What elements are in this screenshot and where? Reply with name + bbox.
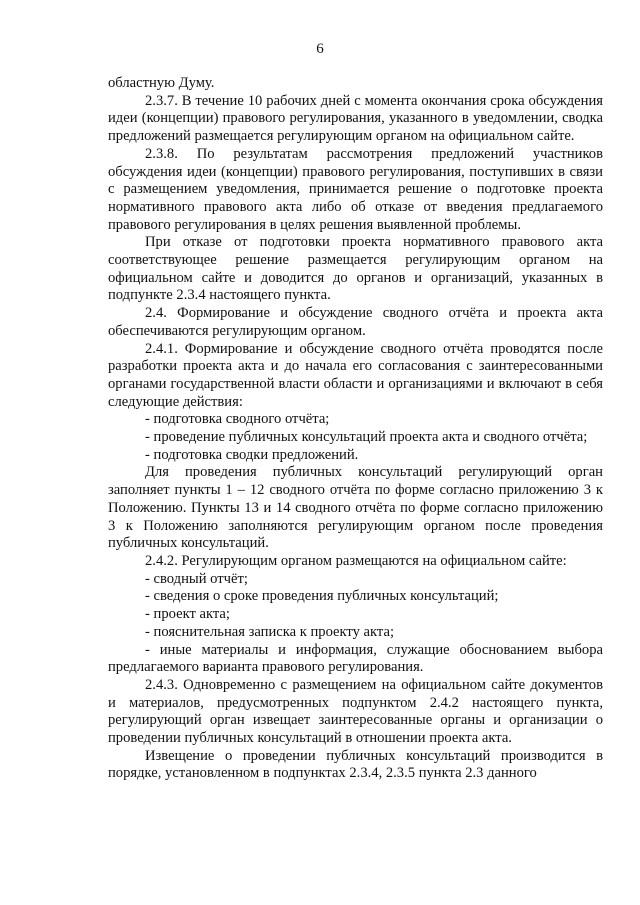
list-item: - подготовка сводного отчёта; (145, 411, 330, 428)
paragraph-2-3-8: 2.3.8. По результатам рассмотрения предложений участников обсуждения идеи (концепции) правового регулирования, поступивших в связи с размещением уведомления, принимается решение о подготовке проекта нормативного правового акта либо об отказе от введения предлагаемого правового регулирования в целях решения выявленной проблемы. (108, 145, 603, 233)
paragraph-consultations: Для проведения публичных консультаций регулирующий орган заполняет пункты 1 – 12 сводного отчёта по форме согласно приложению 3 к Положению. Пункты 13 и 14 сводного отчёта по форме согласно приложению 3 к Положению заполняются регулирующим органом после проведения публичных консультаций. (108, 464, 603, 552)
list-item: - сводный отчёт; (145, 570, 248, 587)
paragraph-2-4-1: 2.4.1. Формирование и обсуждение сводного отчёта проводятся после разработки проекта акта и до начала его согласования с заинтересованными органами государственной власти области и организациями и включают в себя следующие действия: (108, 340, 603, 410)
list-item: - проект акта; (145, 606, 230, 623)
paragraph-2-4: 2.4. Формирование и обсуждение сводного отчёта и проекта акта обеспечиваются регулирующим органом. (108, 305, 603, 339)
paragraph-2-3-7: 2.3.7. В течение 10 рабочих дней с момента окончания срока обсуждения идеи (концепции) правового регулирования, указанного в уведомлении, сводка предложений размещается регулирующим органом на официальном сайте. (108, 92, 603, 145)
list-item: - сведения о сроке проведения публичных консультаций; (145, 588, 499, 605)
list-item: - проведение публичных консультаций проекта акта и сводного отчёта; (145, 429, 588, 446)
document-body (108, 75, 603, 783)
paragraph-notice: Извещение о проведении публичных консультаций производится в порядке, установленном в подпунктах 2.3.4, 2.3.5 пункта 2.3 данного (108, 747, 603, 782)
page-number: 6 (316, 41, 324, 57)
list-item: - подготовка сводки предложений. (145, 446, 359, 463)
paragraph-2-4-2: 2.4.2. Регулирующим органом размещаются на официальном сайте: (145, 552, 567, 569)
paragraph-2-4-3: 2.4.3. Одновременно с размещением на официальном сайте документов и материалов, предусмотренных подпунктом 2.4.2 настоящего пункта, регулирующий орган извещает заинтересованные органы и организации о проведении публичных консультаций в отношении проекта акта. (108, 676, 603, 747)
paragraph-continuation: областную Думу. (108, 75, 215, 91)
list-item: - иные материалы и информация, служащие обоснованием выбора предлагаемого варианта правового регулирования. (108, 641, 603, 676)
paragraph-refusal: При отказе от подготовки проекта нормативного правового акта соответствующее решение размещается регулирующим органом на официальном сайте и доводится до органов и организаций, указанных в подпункте 2.3.4 настоящего пункта. (108, 234, 603, 304)
list-item: - пояснительная записка к проекту акта; (145, 623, 395, 640)
